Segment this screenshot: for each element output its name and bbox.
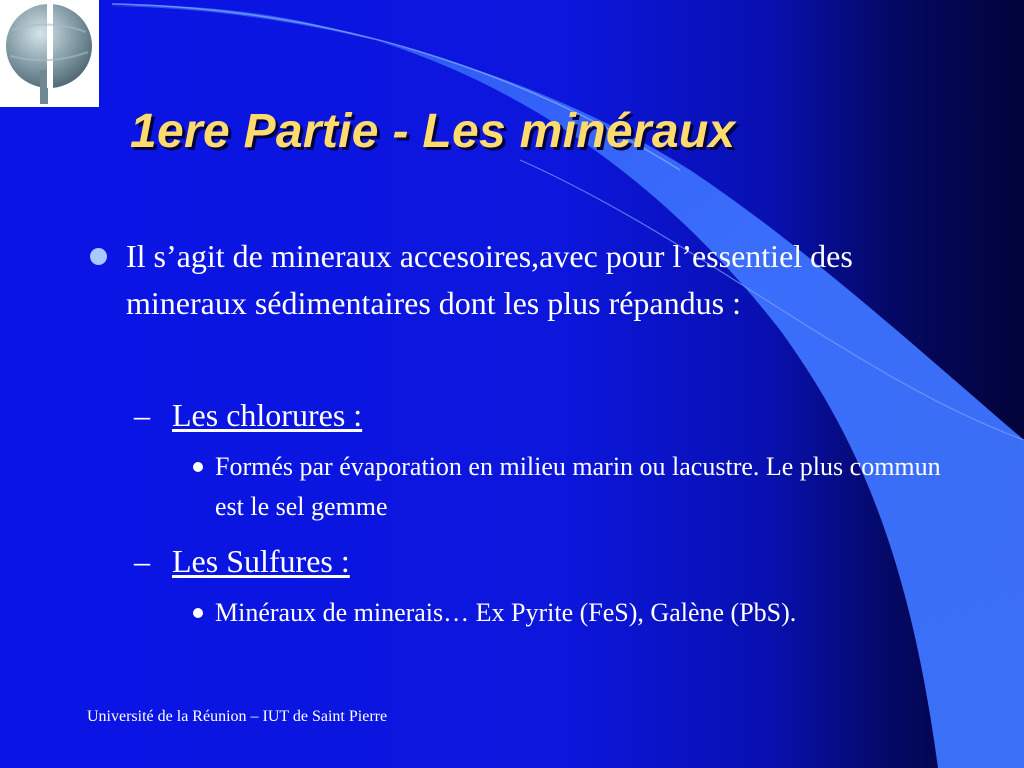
section-heading-label: Les chlorures : <box>172 397 363 433</box>
dash-bullet-icon: – <box>134 397 150 433</box>
slide-footer: Université de la Réunion – IUT de Saint Pierre <box>87 708 388 725</box>
section-heading-sulfures <box>172 541 350 581</box>
slide-title: 1ere Partie - Les minéraux <box>130 105 736 158</box>
bullet-dot-icon <box>90 248 107 265</box>
dash-bullet-icon: – <box>134 543 150 579</box>
university-logo <box>0 0 99 107</box>
university-logo-icon <box>0 0 99 107</box>
section-detail-chlorures: Formés par évaporation en milieu marin ou lacustre. Le plus commun est le sel gemme <box>215 452 941 521</box>
bullet-dot-small-icon <box>193 608 203 618</box>
section-detail-sulfures: Minéraux de minerais… Ex Pyrite (FeS), Galène (PbS). <box>215 598 797 627</box>
bullet-dot-small-icon <box>193 462 203 472</box>
section-heading-label: Les Sulfures : <box>172 543 350 579</box>
main-bullet-text: Il s’agit de mineraux accesoires,avec pour l’essentiel des mineraux sédimentaires dont les plus répandus : <box>126 238 853 321</box>
section-heading-chlorures <box>172 395 362 435</box>
